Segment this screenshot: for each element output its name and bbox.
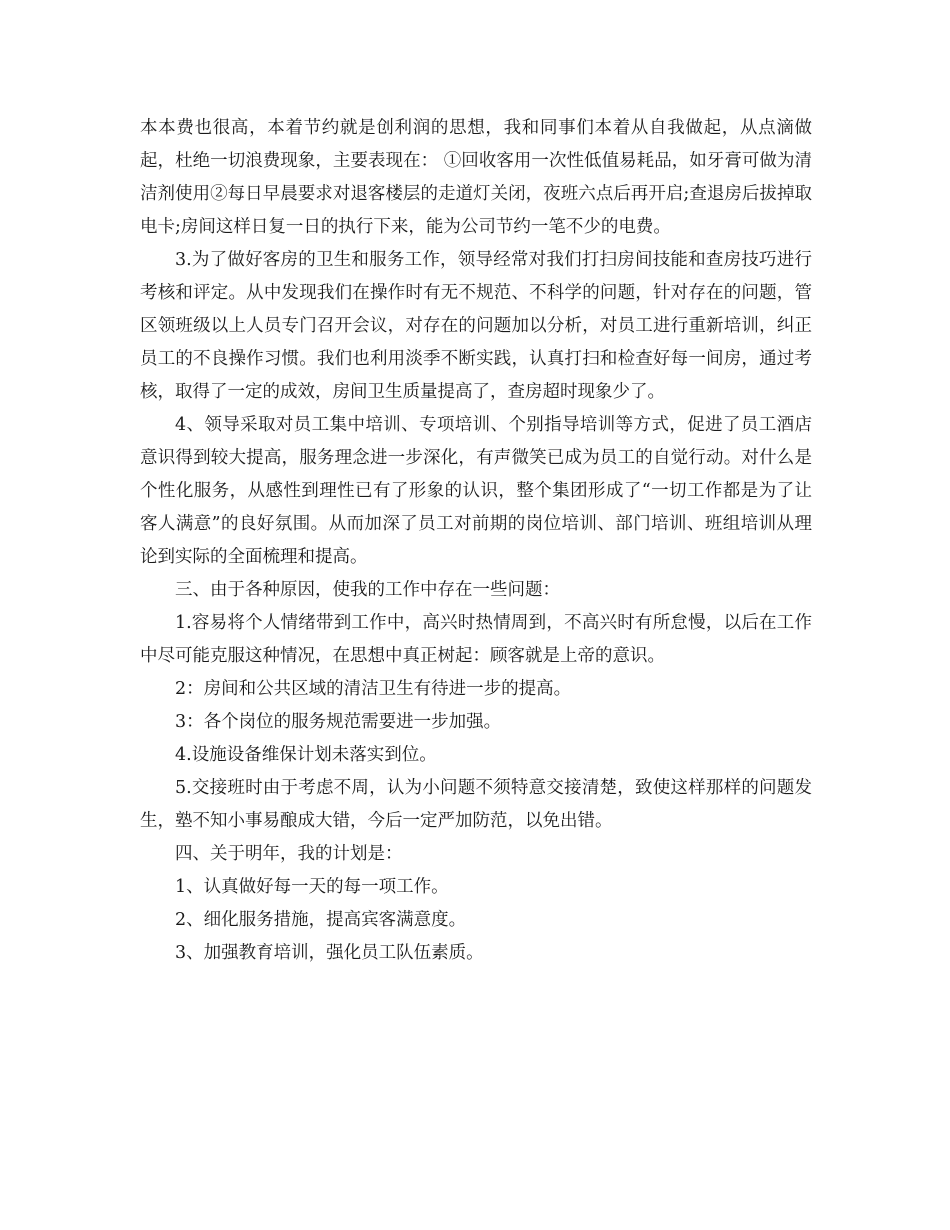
problem-item-3: 3：各个岗位的服务规范需要进一步加强。 [175,712,502,732]
problem-item-5: 5.交接班时由于考虑不周，认为小问题不须特意交接清楚，致使这样那样的问题发生，塾不知小事易酿成大错，今后一定严加防范，以免出错。 [140,778,812,831]
section-heading-next-year-plan: 四、关于明年，我的计划是： [175,844,403,864]
plan-item-2: 2、细化服务措施，提高宾客满意度。 [175,910,467,930]
problem-item-2: 2：房间和公共区域的清洁卫生有待进一步的提高。 [175,679,572,699]
document-body [140,112,812,970]
plan-item-3: 3、加强教育培训，强化员工队伍素质。 [175,943,484,963]
section-heading-problems: 三、由于各种原因，使我的工作中存在一些问题： [175,580,560,600]
problem-item-4: 4.设施设备维保计划未落实到位。 [175,745,437,765]
paragraph-continuation-cost-saving: 本本费也很高，本着节约就是创利润的思想，我和同事们本着从自我做起，从点滴做起，杜绝一切浪费现象，主要表现在： ①回收客用一次性低值易耗品，如牙膏可做为清洁剂使用②每日早晨要求对退客楼层的走道灯关闭，夜班六点后再开启;查退房后拔掉取电卡;房间这样日复一日的执行下来，能为公司节约一笔不少的电费。 [140,118,812,237]
paragraph-item-4-staff-training: 4、领导采取对员工集中培训、专项培训、个别指导培训等方式，促进了员工酒店意识得到较大提高，服务理念进一步深化，有声微笑已成为员工的自觉行动。对什么是个性化服务，从感性到理性已有了形象的认识，整个集团形成了“一切工作都是为了让客人满意”的良好氛围。从而加深了员工对前期的岗位培训、部门培训、班组培训从理论到实际的全面梳理和提高。 [140,415,812,567]
plan-item-1: 1、认真做好每一天的每一项工作。 [175,877,449,897]
paragraph-item-3-room-inspection: 3.为了做好客房的卫生和服务工作，领导经常对我们打扫房间技能和查房技巧进行考核和评定。从中发现我们在操作时有无不规范、不科学的问题，针对存在的问题，管区领班级以上人员专门召开会议，对存在的问题加以分析，对员工进行重新培训，纠正员工的不良操作习惯。我们也利用淡季不断实践，认真打扫和检查好每一间房，通过考核，取得了一定的成效，房间卫生质量提高了，查房超时现象少了。 [140,250,812,402]
problem-item-1: 1.容易将个人情绪带到工作中，高兴时热情周到，不高兴时有所怠慢，以后在工作中尽可能克服这种情况，在思想中真正树起：顾客就是上帝的意识。 [140,613,812,666]
